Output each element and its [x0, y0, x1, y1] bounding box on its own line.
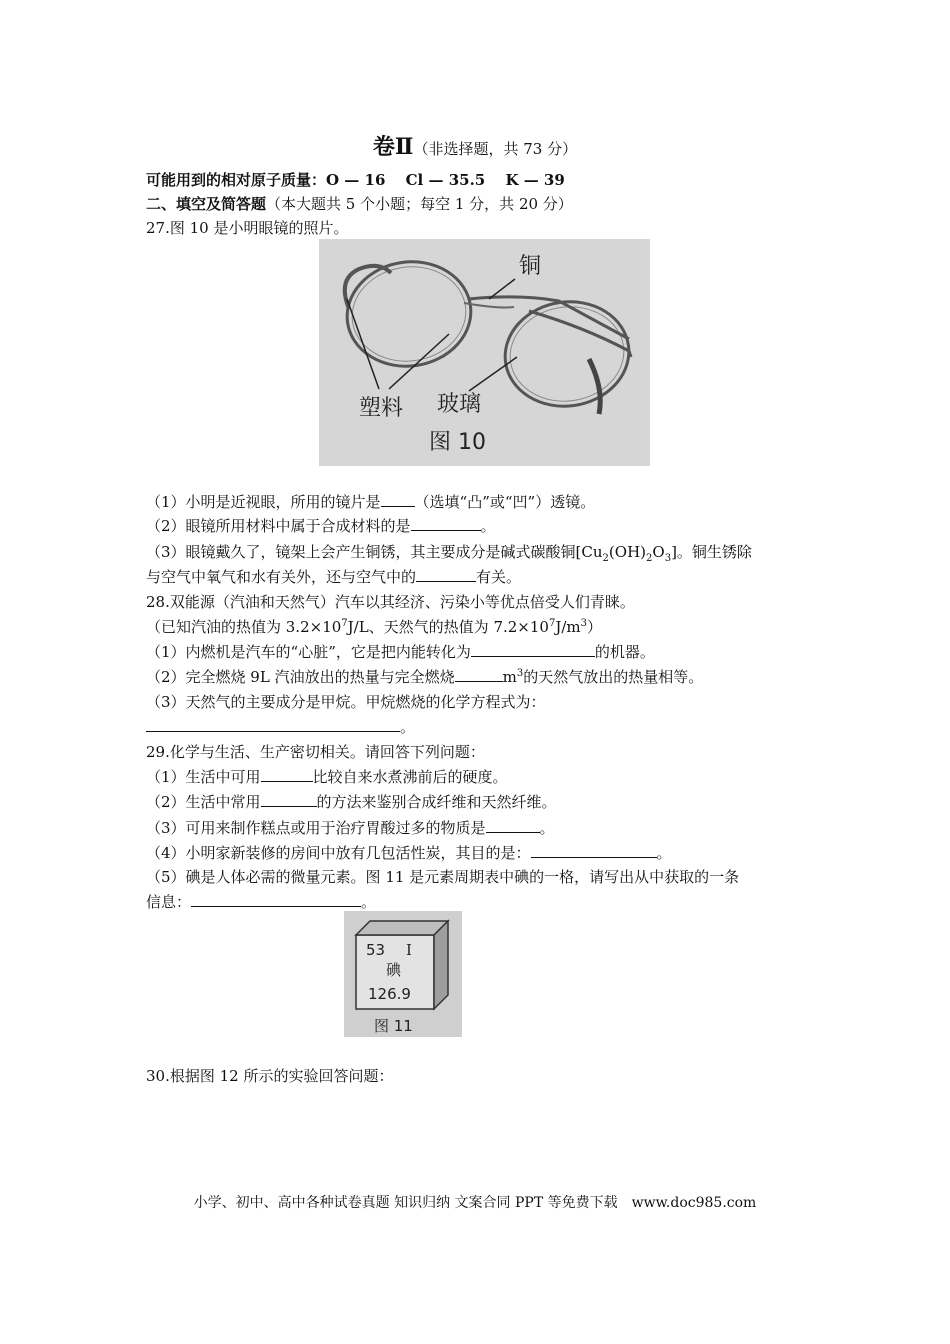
label-glass: 玻璃	[437, 392, 482, 417]
atomic-mass-line: 可能用到的相对原子质量：O — 16 Cl — 35.5 K — 39	[146, 171, 565, 189]
q28-note	[146, 617, 602, 637]
subscript: 3	[664, 553, 672, 564]
answer-blank[interactable]	[381, 492, 415, 507]
q30-stem: 30.根据图 12 所示的实验回答问题：	[146, 1067, 394, 1085]
q27-p2-text: （2）眼镜所用材料中属于合成材料的是	[146, 517, 411, 535]
section-heading	[146, 194, 573, 214]
q29-stem: 29.化学与生活、生产密切相关。请回答下列问题：	[146, 743, 485, 761]
q28-p2-tail: 的天然气放出的热量相等。	[523, 668, 704, 686]
q27-p3-tail: ]。铜生锈除	[671, 543, 752, 561]
q29-part5: （5）碘是人体必需的微量元素。图 11 是元素周期表中碘的一格，请写出从中获取的一条	[146, 868, 740, 886]
q27-p1-text: （1）小明是近视眼，所用的镜片是	[146, 493, 381, 511]
answer-blank[interactable]	[416, 567, 476, 582]
page-footer: 小学、初中、高中各种试卷真题 知识归纳 文案合同 PPT 等免费下载 www.doc985.com	[193, 1195, 757, 1211]
formula-part: O	[652, 543, 665, 561]
figure-11-iodine-cell	[344, 911, 462, 1037]
figure-11-caption: 图 11	[374, 1017, 413, 1035]
iodine-cell-illustration	[344, 911, 462, 1037]
answer-blank[interactable]	[486, 818, 540, 833]
q29-part4	[146, 843, 672, 863]
q29-p5-info: 信息：	[146, 893, 192, 911]
q29-p5-end: 。	[361, 893, 377, 911]
q29-p1-tail: 比较自来水煮沸前后的硬度。	[312, 768, 508, 786]
q27-part3	[146, 542, 752, 562]
subscript: 2	[646, 553, 653, 564]
q28-p1-tail: 的机器。	[594, 643, 655, 661]
atomic-number: 53	[366, 941, 386, 959]
q29-p2-text: （2）生活中常用	[146, 793, 261, 811]
q28-part3: （3）天然气的主要成分是甲烷。甲烷燃烧的化学方程式为：	[146, 693, 546, 711]
subscript: 2	[602, 553, 609, 564]
figure-10-caption: 图 10	[429, 430, 486, 455]
q29-p4-text: （4）小明家新装修的房间中放有几包活性炭，其目的是：	[146, 844, 531, 862]
answer-blank[interactable]	[471, 642, 595, 657]
answer-blank[interactable]	[455, 667, 503, 682]
answer-blank[interactable]	[146, 717, 400, 732]
superscript: 3	[580, 618, 588, 629]
glasses-illustration	[319, 239, 650, 466]
superscript: 3	[516, 668, 524, 679]
q28-part3-answer	[146, 717, 415, 737]
answer-blank[interactable]	[191, 892, 361, 907]
q27-p3-cont: 与空气中氧气和水有关外，还与空气中的	[146, 568, 417, 586]
section-title: 二、填空及简答题	[146, 195, 267, 213]
unit: m	[502, 668, 517, 686]
q28-part2	[146, 667, 703, 687]
q29-part3	[146, 818, 555, 838]
answer-blank[interactable]	[411, 516, 481, 531]
q27-p3-end: 有关。	[476, 568, 522, 586]
atomic-mass: 126.9	[368, 985, 411, 1003]
q29-p3-text: （3）可用来制作糕点或用于治疗胃酸过多的物质是	[146, 819, 486, 837]
element-name: 碘	[386, 961, 402, 979]
note-text: J/m	[555, 618, 581, 636]
answer-blank[interactable]	[531, 843, 657, 858]
q29-p3-tail: 。	[539, 819, 555, 837]
q28-p2-text: （2）完全燃烧 9L 汽油放出的热量与完全燃烧	[146, 668, 455, 686]
q29-part2	[146, 792, 557, 812]
q27-stem: 27.图 10 是小明眼镜的照片。	[146, 219, 349, 237]
q27-part2	[146, 516, 496, 536]
q27-p3-text: （3）眼镜戴久了，镜架上会产生铜锈，其主要成分是碱式碳酸铜[Cu	[146, 543, 603, 561]
note-text: J/L、天然气的热值为 7.2×10	[347, 618, 549, 636]
figure-10-glasses	[319, 239, 650, 466]
superscript: 7	[341, 618, 348, 629]
note-text: （已知汽油的热值为 3.2×10	[146, 618, 342, 636]
note-text: ）	[587, 618, 603, 636]
q29-p4-tail: 。	[656, 844, 672, 862]
q29-p1-text: （1）生活中可用	[146, 768, 261, 786]
q27-p2-tail: 。	[480, 517, 496, 535]
q29-part1	[146, 767, 508, 787]
q28-stem: 28.双能源（汽油和天然气）汽车以其经济、污染小等优点倍受人们青睐。	[146, 593, 635, 611]
element-symbol: I	[406, 941, 412, 959]
answer-blank[interactable]	[261, 792, 317, 807]
q29-p2-tail: 的方法来鉴别合成纤维和天然纤维。	[316, 793, 557, 811]
section-note: （本大题共 5 个小题；每空 1 分，共 20 分）	[266, 195, 573, 213]
superscript: 7	[548, 618, 556, 629]
label-plastic: 塑料	[359, 396, 404, 421]
q27-part3-cont	[146, 567, 521, 587]
q28-part1	[146, 642, 655, 662]
q27-p1-tail: （选填“凸”或“凹”）透镜。	[414, 493, 596, 511]
paper-title	[0, 130, 950, 161]
title-main: 卷Ⅱ	[372, 134, 414, 160]
q28-p3-end: 。	[400, 718, 416, 736]
q27-part1	[146, 492, 595, 512]
formula-part: (OH)	[608, 543, 647, 561]
answer-blank[interactable]	[261, 767, 313, 782]
q29-part5-cont	[146, 892, 376, 912]
q28-p1-text: （1）内燃机是汽车的“心脏”，它是把内能转化为	[146, 643, 471, 661]
title-sub: （非选择题，共 73 分）	[413, 140, 578, 158]
label-copper: 铜	[519, 254, 542, 279]
